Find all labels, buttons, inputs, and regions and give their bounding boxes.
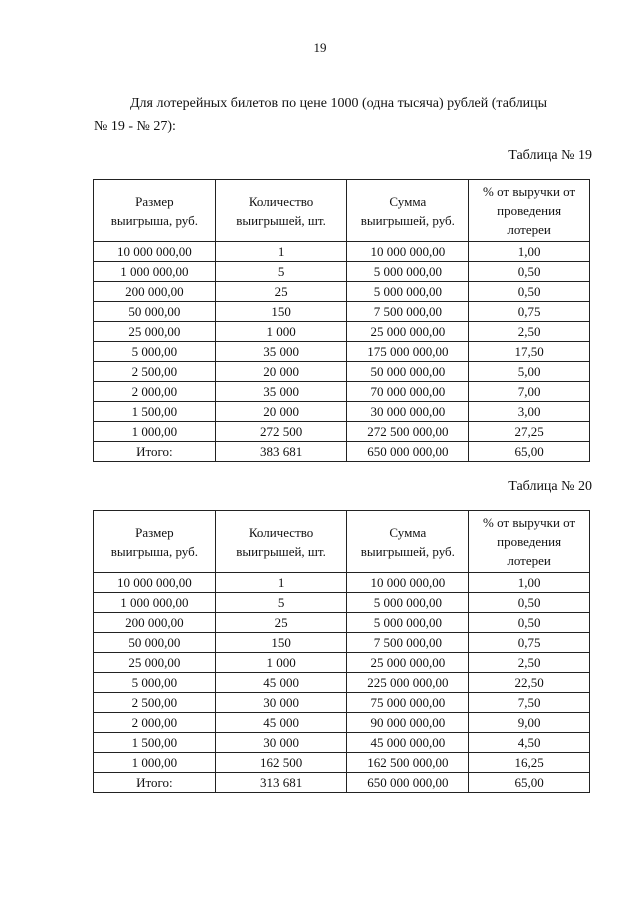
table-cell: 50 000 000,00	[347, 362, 469, 382]
table-20-caption: Таблица № 20	[508, 479, 592, 494]
header-text: лотереи	[507, 222, 551, 237]
table-19-caption: Таблица № 19	[508, 148, 592, 163]
table-row	[94, 753, 590, 773]
header-text: Количество	[248, 524, 314, 540]
table-row	[94, 402, 590, 422]
table-cell: 1 000,00	[94, 422, 216, 442]
table-cell: 162 500	[215, 753, 347, 773]
table-cell: 75 000 000,00	[347, 693, 469, 713]
header-text: лотереи	[507, 553, 551, 568]
header-revenue-percent	[469, 180, 590, 242]
intro-line-2: № 19 - № 27):	[94, 119, 176, 134]
table-cell: 10 000 000,00	[94, 573, 216, 593]
table-row	[94, 673, 590, 693]
table-cell: 27,25	[469, 422, 590, 442]
header-text: выигрышей, шт.	[236, 543, 326, 559]
table-row	[94, 362, 590, 382]
table-cell: 3,00	[469, 402, 590, 422]
header-text: выигрышей, руб.	[360, 212, 455, 228]
table-cell: 20 000	[215, 402, 347, 422]
table-cell: 7 500 000,00	[347, 302, 469, 322]
table-cell: 150	[215, 633, 347, 653]
table-cell: 1 500,00	[94, 733, 216, 753]
header-text: выигрышей, шт.	[236, 212, 326, 228]
table-cell: 0,50	[469, 282, 590, 302]
table-cell: 0,75	[469, 302, 590, 322]
table-row	[94, 282, 590, 302]
table-cell: 10 000 000,00	[94, 242, 216, 262]
prize-table-19	[93, 179, 590, 462]
table-cell: 313 681	[215, 773, 347, 793]
table-row	[94, 613, 590, 633]
header-text: выигрышей, руб.	[360, 543, 455, 559]
table-cell: 383 681	[215, 442, 347, 462]
table-row	[94, 633, 590, 653]
table-row	[94, 713, 590, 733]
table-cell: 2,50	[469, 322, 590, 342]
table-cell: 0,50	[469, 593, 590, 613]
header-prize-size	[94, 511, 216, 573]
table-cell: 1,00	[469, 242, 590, 262]
intro-line-1: Для лотерейных билетов по цене 1000 (одна тысяча) рублей (таблицы	[130, 96, 548, 111]
header-text: выигрыша, руб.	[110, 212, 198, 228]
table-row	[94, 382, 590, 402]
table-cell: 4,50	[469, 733, 590, 753]
header-text: % от выручки от	[483, 184, 576, 199]
table-total-row	[94, 442, 590, 462]
table-cell: 1 000,00	[94, 753, 216, 773]
table-cell: 20 000	[215, 362, 347, 382]
table-cell: 2 500,00	[94, 362, 216, 382]
header-text: Размер	[135, 193, 174, 209]
table-row	[94, 342, 590, 362]
table-row	[94, 593, 590, 613]
table-cell: 5 000 000,00	[347, 262, 469, 282]
table-cell: 1 000 000,00	[94, 593, 216, 613]
header-prize-count	[215, 180, 347, 242]
table-cell: 5,00	[469, 362, 590, 382]
table-cell: 1,00	[469, 573, 590, 593]
table-cell: Итого:	[94, 773, 216, 793]
table-total-row	[94, 773, 590, 793]
table-row	[94, 733, 590, 753]
header-text: выигрыша, руб.	[110, 543, 198, 559]
table-cell: 1	[215, 573, 347, 593]
table-cell: 35 000	[215, 342, 347, 362]
table-cell: 70 000 000,00	[347, 382, 469, 402]
header-prize-size	[94, 180, 216, 242]
table-cell: 162 500 000,00	[347, 753, 469, 773]
table-cell: 0,50	[469, 262, 590, 282]
table-cell: 90 000 000,00	[347, 713, 469, 733]
table-cell: 25	[215, 613, 347, 633]
table-cell: 50 000,00	[94, 302, 216, 322]
table-row	[94, 693, 590, 713]
table-cell: 5 000 000,00	[347, 593, 469, 613]
prize-table-20	[93, 510, 590, 793]
table-cell: 2,50	[469, 653, 590, 673]
table-row	[94, 262, 590, 282]
table-cell: 65,00	[469, 442, 590, 462]
header-prize-sum	[347, 180, 469, 242]
table-cell: 25 000 000,00	[347, 322, 469, 342]
header-text: проведения	[497, 534, 562, 549]
header-text: Сумма	[389, 193, 427, 209]
table-row	[94, 322, 590, 342]
header-prize-sum	[347, 511, 469, 573]
table-cell: 175 000 000,00	[347, 342, 469, 362]
table-cell: Итого:	[94, 442, 216, 462]
table-cell: 2 000,00	[94, 382, 216, 402]
table-cell: 25 000 000,00	[347, 653, 469, 673]
table-cell: 2 500,00	[94, 693, 216, 713]
table-cell: 50 000,00	[94, 633, 216, 653]
table-cell: 65,00	[469, 773, 590, 793]
table-cell: 30 000	[215, 693, 347, 713]
table-cell: 5 000 000,00	[347, 282, 469, 302]
table-cell: 5	[215, 262, 347, 282]
header-text: Количество	[248, 193, 314, 209]
table-row	[94, 573, 590, 593]
table-cell: 1	[215, 242, 347, 262]
table-cell: 1 000	[215, 322, 347, 342]
table-cell: 35 000	[215, 382, 347, 402]
table-cell: 30 000	[215, 733, 347, 753]
table-cell: 200 000,00	[94, 282, 216, 302]
table-cell: 650 000 000,00	[347, 773, 469, 793]
table-cell: 22,50	[469, 673, 590, 693]
header-text: проведения	[497, 203, 562, 218]
header-text: Сумма	[389, 524, 427, 540]
table-cell: 10 000 000,00	[347, 242, 469, 262]
table-cell: 225 000 000,00	[347, 673, 469, 693]
table-cell: 25 000,00	[94, 653, 216, 673]
table-cell: 150	[215, 302, 347, 322]
table-cell: 0,50	[469, 613, 590, 633]
table-cell: 25	[215, 282, 347, 302]
table-cell: 5 000,00	[94, 673, 216, 693]
intro-paragraph	[94, 92, 594, 138]
table-row	[94, 242, 590, 262]
table-cell: 7,00	[469, 382, 590, 402]
page-number: 19	[313, 40, 327, 55]
table-cell: 17,50	[469, 342, 590, 362]
table-cell: 10 000 000,00	[347, 573, 469, 593]
table-row	[94, 422, 590, 442]
table-cell: 1 000	[215, 653, 347, 673]
header-text: Размер	[135, 524, 174, 540]
table-cell: 7 500 000,00	[347, 633, 469, 653]
table-cell: 7,50	[469, 693, 590, 713]
table-cell: 5 000,00	[94, 342, 216, 362]
table-cell: 1 500,00	[94, 402, 216, 422]
table-cell: 30 000 000,00	[347, 402, 469, 422]
table-cell: 272 500 000,00	[347, 422, 469, 442]
table-cell: 16,25	[469, 753, 590, 773]
table-header-row	[94, 180, 590, 242]
table-cell: 9,00	[469, 713, 590, 733]
table-cell: 2 000,00	[94, 713, 216, 733]
table-cell: 200 000,00	[94, 613, 216, 633]
table-cell: 0,75	[469, 633, 590, 653]
table-cell: 272 500	[215, 422, 347, 442]
header-text: % от выручки от	[483, 515, 576, 530]
table-cell: 25 000,00	[94, 322, 216, 342]
table-row	[94, 653, 590, 673]
table-cell: 45 000	[215, 713, 347, 733]
table-header-row	[94, 511, 590, 573]
table-cell: 650 000 000,00	[347, 442, 469, 462]
table-cell: 45 000 000,00	[347, 733, 469, 753]
table-cell: 5 000 000,00	[347, 613, 469, 633]
table-cell: 1 000 000,00	[94, 262, 216, 282]
header-prize-count	[215, 511, 347, 573]
table-cell: 5	[215, 593, 347, 613]
header-revenue-percent	[469, 511, 590, 573]
table-cell: 45 000	[215, 673, 347, 693]
table-row	[94, 302, 590, 322]
